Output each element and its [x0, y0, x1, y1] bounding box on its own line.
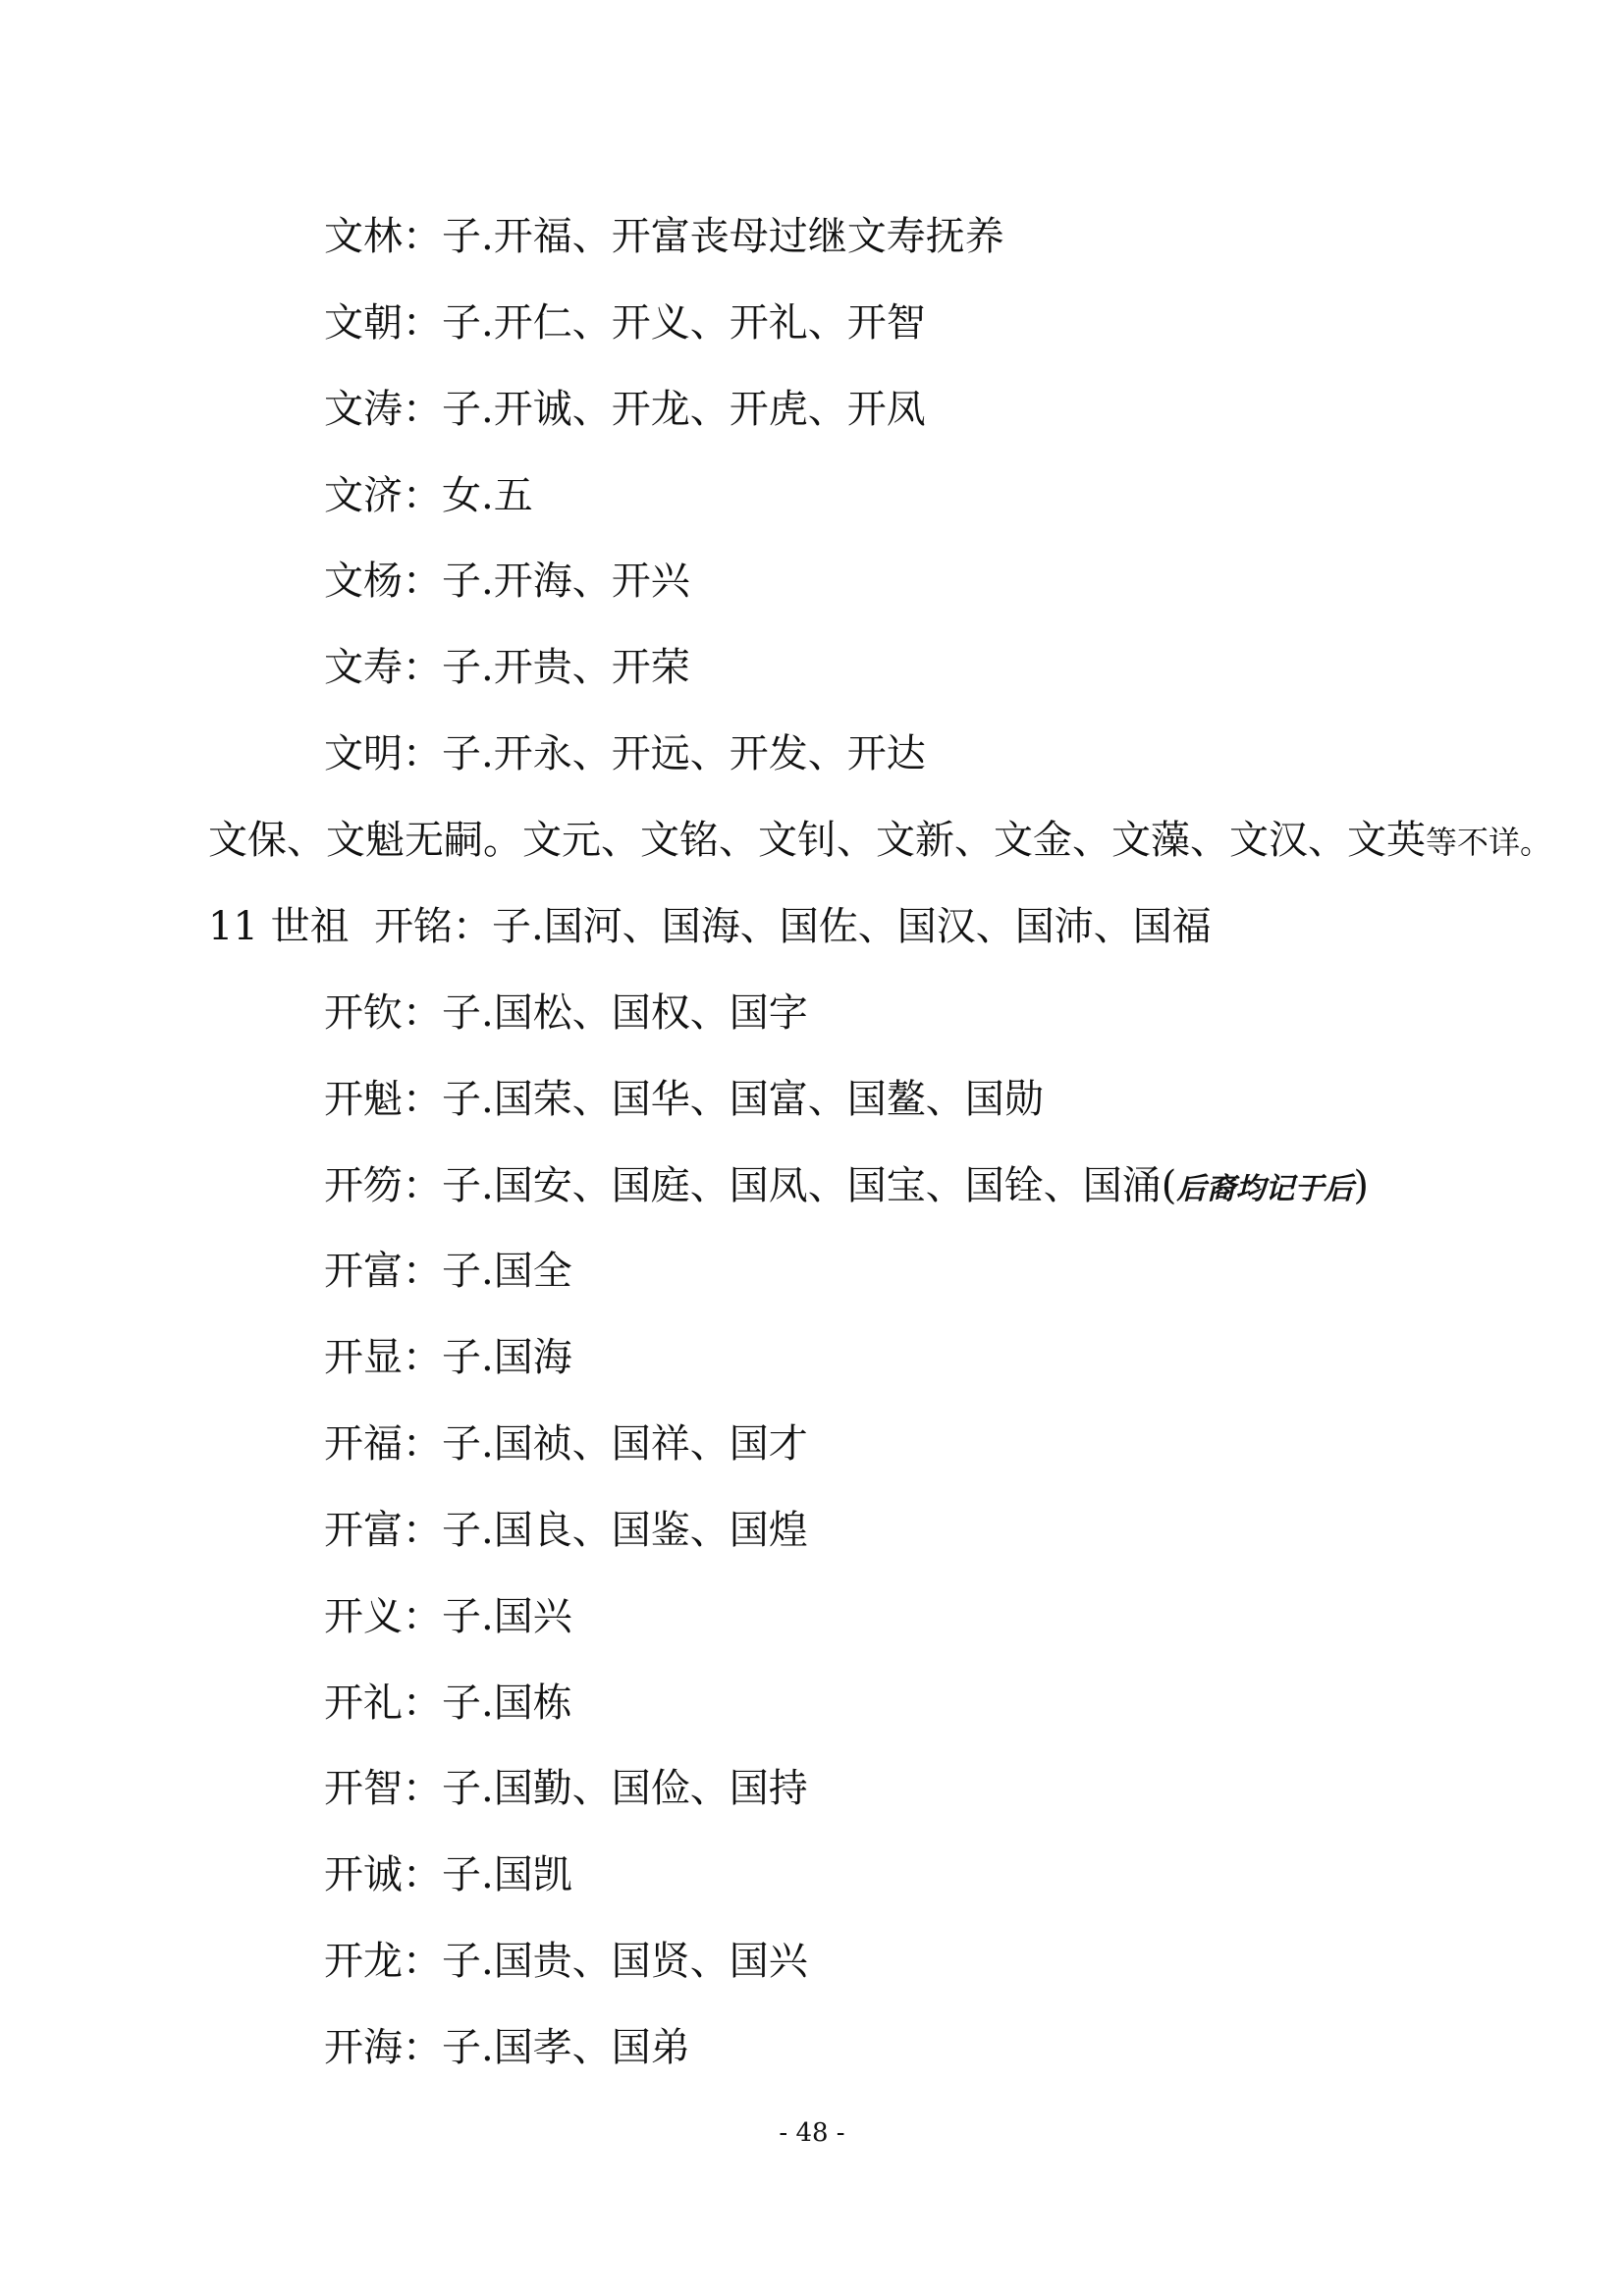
summary-tail: 等不详。 [1426, 824, 1552, 861]
entry-line: 开福：子.国祯、国祥、国才 [324, 1421, 808, 1467]
entry-line: 开诚：子.国凯 [324, 1852, 572, 1897]
entry-line: 开富：子.国良、国鉴、国煌 [324, 1508, 808, 1553]
entry-line: 开海：子.国孝、国弟 [324, 2025, 690, 2070]
entry-line: 开智：子.国勤、国俭、国持 [324, 1766, 808, 1811]
summary-main: 文保、文魁无嗣。文元、文铭、文钊、文新、文金、文藻、文汉、文英 [208, 818, 1426, 863]
page-number: - 48 - [779, 2118, 845, 2148]
entry-line: 开龙：子.国贵、国贤、国兴 [324, 1939, 808, 1984]
inline-note: 后裔均记于后 [1176, 1172, 1354, 1206]
entry-line: 开富：子.国全 [324, 1249, 572, 1294]
entry-line-with-note [324, 1158, 1369, 1217]
entry-line: 开义：子.国兴 [324, 1594, 572, 1639]
note-close: ) [1353, 1163, 1369, 1208]
entry-line: 开礼：子.国栋 [324, 1681, 572, 1726]
entry-line: 文济：女.五 [324, 473, 533, 518]
entry-line: 开显：子.国海 [324, 1335, 572, 1380]
generation-line [208, 899, 1212, 954]
note-line-main: 开笏：子.国安、国庭、国凤、国宝、国铨、国涌( [324, 1163, 1177, 1208]
generation-text: 开铭：子.国河、国海、国佐、国汉、国沛、国福 [374, 904, 1212, 949]
entry-line: 文杨：子.开海、开兴 [324, 559, 690, 604]
entry-line: 文寿：子.开贵、开荣 [324, 645, 690, 690]
entry-line: 文明：子.开永、开远、开发、开达 [324, 731, 926, 776]
entry-line: 开魁：子.国荣、国华、国富、国鳌、国勋 [324, 1077, 1044, 1122]
summary-line [208, 813, 1551, 870]
generation-label: 11 世祖 [208, 904, 350, 949]
entry-line: 文朝：子.开仁、开义、开礼、开智 [324, 300, 926, 346]
entry-line: 文林：子.开福、开富丧母过继文寿抚养 [324, 214, 1004, 259]
entry-line: 文涛：子.开诚、开龙、开虎、开凤 [324, 387, 926, 432]
entry-line: 开钦：子.国松、国权、国字 [324, 990, 808, 1036]
